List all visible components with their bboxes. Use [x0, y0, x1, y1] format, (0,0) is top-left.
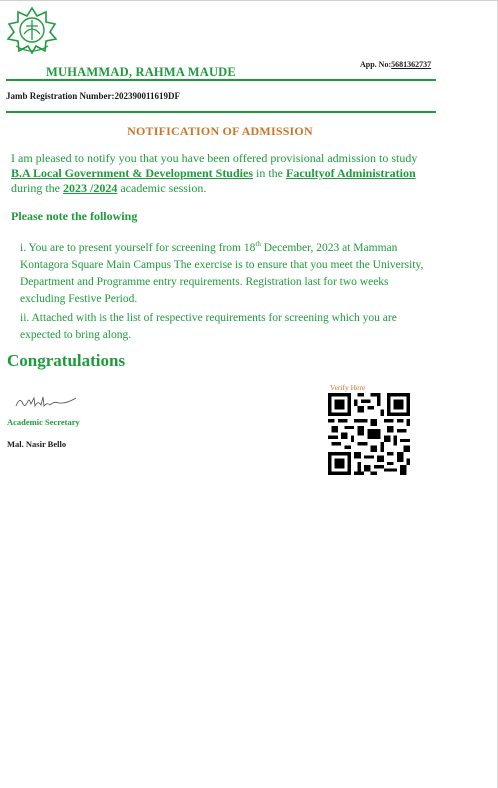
page-top-edge	[0, 0, 498, 1]
app-no-label: App. No:	[360, 60, 392, 69]
note-heading: Please note the following	[11, 209, 138, 223]
divider-bottom	[6, 111, 436, 113]
congratulations-heading: Congratulations	[7, 351, 126, 370]
student-name: MUHAMMAD, RAHMA MAUDE	[46, 65, 236, 79]
jamb-registration	[6, 91, 180, 101]
item1-text-b: December, 2023 at Mamman Kontagora Square Main Campus The exercise is to ensure that you meet the University, Department and Programme entry requirements. Registration last for two weeks excluding Festive Period.	[20, 241, 424, 305]
item1-superscript: th	[255, 240, 261, 248]
intro-text-1: I am pleased to notify you that you have been offered provisional admission to study	[11, 151, 418, 165]
app-no-value: 5681362737	[391, 60, 432, 69]
divider-top	[6, 79, 436, 81]
jamb-label: Jamb Registration Number:	[6, 91, 115, 101]
faculty-name: Facultyof Administration	[286, 166, 416, 180]
signatory-name: Mal. Nasir Bello	[7, 439, 67, 449]
intro-text-3: during the	[11, 181, 63, 195]
handwritten-signature	[14, 392, 82, 412]
admission-paragraph	[11, 151, 431, 196]
qr-code-icon[interactable]	[328, 393, 410, 475]
note-item-1	[20, 236, 430, 308]
signatory-role: Academic Secretary	[7, 417, 80, 427]
application-number	[360, 60, 431, 69]
note-item-2: ii. Attached with is the list of respective requirements for screening which you are expected to bring along.	[20, 312, 397, 341]
programme-name: B.A Local Government & Development Studies	[11, 166, 253, 180]
item1-text-a: i. You are to present yourself for screening from 18	[20, 241, 256, 254]
intro-text-4: academic session.	[117, 181, 207, 195]
intro-text-2: in the	[253, 166, 286, 180]
academic-session: 2023 /2024	[63, 181, 118, 195]
notification-title: NOTIFICATION OF ADMISSION	[127, 124, 313, 138]
verify-label: Verify Here	[330, 383, 366, 392]
jamb-value: 202390011619DF	[114, 91, 181, 101]
university-crest-icon	[6, 6, 58, 54]
